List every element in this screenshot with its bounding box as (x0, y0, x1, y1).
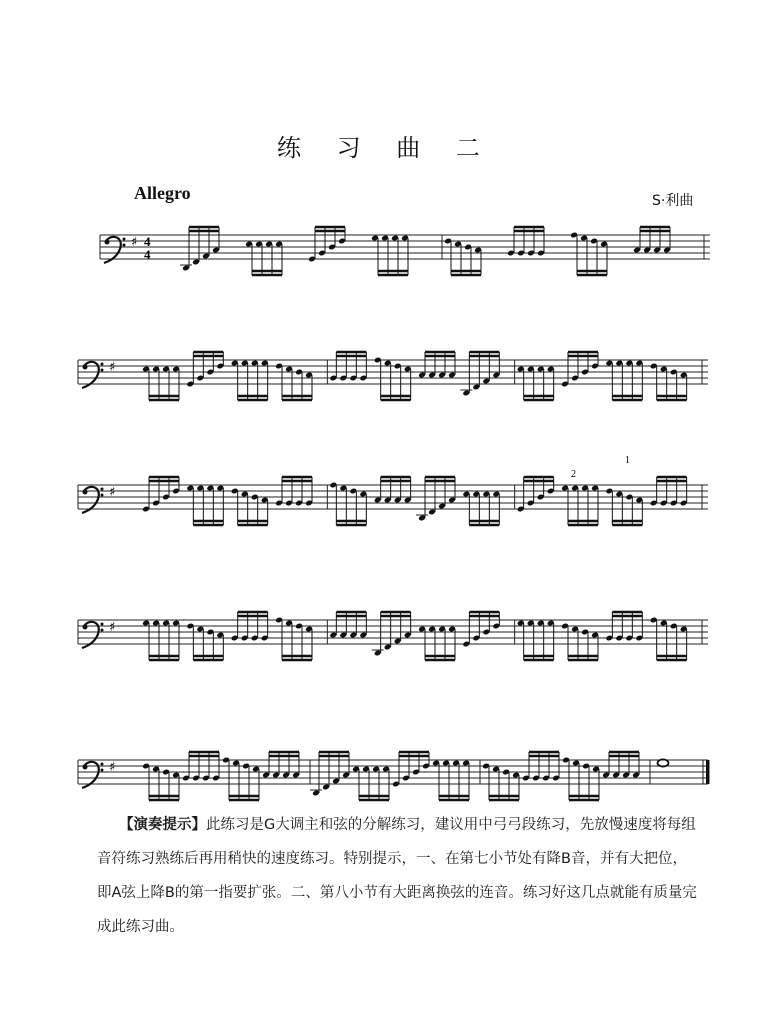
staff-1-svg (100, 205, 710, 285)
final-barline-thick (706, 760, 710, 784)
time-signature-bottom: 4 (144, 247, 151, 262)
key-signature-sharp-icon: ♯ (109, 760, 116, 775)
staff-2-svg (78, 330, 708, 410)
staff-system-2 (78, 330, 708, 410)
staff-4-svg (78, 590, 708, 670)
notes-label: 【演奏提示】 (119, 817, 206, 833)
notes-text: 此练习是G大调主和弦的分解练习，建议用中弓弓段练习，先放慢速度将每组音符练习熟练后再用稍快的速度练习。特别提示，一、在第七小节处有降B音，并有大把位，即A弦上降B的第一指要扩张。二、第八小节有大距离换弦的连音。练习好这几点就能有质量完成此练习曲。 (97, 817, 697, 935)
key-signature-sharp-icon: ♯ (131, 235, 138, 250)
fingering-mark: 2 (571, 469, 576, 480)
fingering-mark: 1 (625, 455, 630, 466)
staff-system-3 (78, 455, 708, 535)
staff-5-svg (78, 730, 708, 810)
tempo-marking: Allegro (134, 183, 191, 203)
page-title: 练 习 曲 二 (277, 134, 494, 162)
staff-system-5 (78, 730, 708, 810)
staff-3-svg (78, 455, 708, 535)
performance-notes (97, 808, 697, 944)
staff-system-4 (78, 590, 708, 670)
key-signature-sharp-icon: ♯ (109, 485, 116, 500)
key-signature-sharp-icon: ♯ (109, 360, 116, 375)
time-signature-top: 4 (144, 234, 151, 249)
key-signature-sharp-icon: ♯ (109, 620, 116, 635)
composer-credit: S·利曲 (652, 193, 694, 209)
staff-system-1 (100, 205, 710, 285)
